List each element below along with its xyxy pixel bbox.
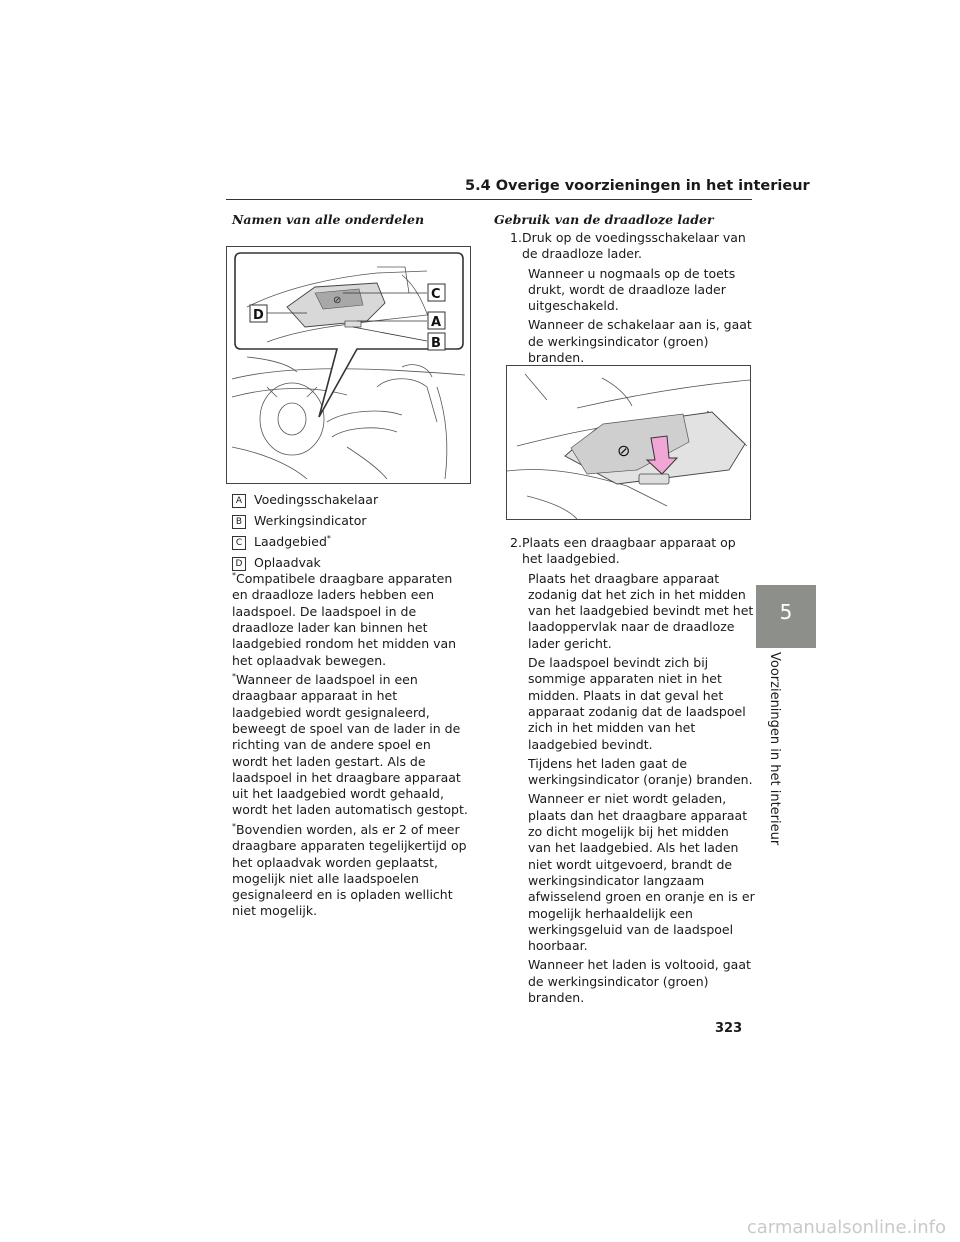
- legend-item-c: [232, 534, 331, 552]
- step-2-para-4: Wanneer er niet wordt geladen, plaats dan het draagbare apparaat zo dicht mogelijk bij het midden van het laadgebied. Als het laden niet wordt uitgevoerd, brandt de werkingsindicator langzaam afwisselend groen en oranje en is er mogelijk herhaaldelijk een werkingsgeluid van de laadspoel hoorbaar.: [528, 791, 755, 954]
- step-2-para-2: De laadspoel bevindt zich bij sommige apparaten niet in het midden. Plaats in dat geval het apparaat zodanig dat de laadspoel zich in het midden van het laadgebied bevindt.: [528, 655, 746, 752]
- legend-key-a: A: [232, 494, 246, 508]
- watermark-text: carmanualsonline.info: [746, 1217, 946, 1238]
- legend-item-b: [232, 513, 367, 531]
- note-1: *Compatibele draagbare apparaten en draadloze laders hebben een laadspoel. De laadspoel in de draadloze lader kan binnen het laadgebied rondom het midden van het oplaadvak bewegen.: [232, 571, 457, 668]
- figure-label-d: D: [253, 308, 264, 323]
- step-2-text: Plaats een draagbaar apparaat op het laadgebied.: [521, 535, 736, 567]
- legend-label-c: Laadgebied: [254, 534, 327, 550]
- step-1-para-2: Wanneer de schakelaar aan is, gaat de werkingsindicator (groen) branden.: [528, 317, 752, 366]
- step-2-number: 2.: [510, 535, 522, 550]
- dashboard-figure: [226, 246, 471, 484]
- step-1-text: Druk op de voedingsschakelaar van de draadloze lader.: [521, 230, 746, 262]
- legend-label-b: Werkingsindicator: [254, 513, 367, 528]
- step-1-number: 1.: [510, 230, 522, 245]
- svg-text:⊘: ⊘: [333, 295, 342, 306]
- legend-item-a: [232, 492, 378, 510]
- charger-figure: [506, 365, 751, 520]
- legend-key-b: B: [232, 515, 246, 529]
- legend-key-d: D: [232, 557, 246, 571]
- notes-block: [232, 568, 469, 920]
- svg-text:⊘: ⊘: [617, 441, 631, 460]
- right-heading: Gebruik van de draadloze lader: [494, 212, 714, 227]
- header-divider: [226, 199, 752, 200]
- note-3: *Bovendien worden, als er 2 of meer draagbare apparaten tegelijkertijd op het oplaadvak worden geplaatst, mogelijk niet alle laadspoelen gesignaleerd en is opladen wellicht niet mogelijk.: [232, 821, 467, 919]
- step-2-para-5: Wanneer het laden is voltooid, gaat de werkingsindicator (groen) branden.: [528, 957, 751, 1006]
- page-number: 323: [715, 1021, 743, 1036]
- chapter-title-text: Voorzieningen in het interieur: [767, 652, 782, 846]
- step-2: [510, 535, 755, 1006]
- figure-label-b: B: [431, 336, 441, 351]
- chapter-title-vertical: [764, 652, 788, 844]
- step-2-para-1: Plaats het draagbare apparaat zodanig dat het zich in het midden van het laadgebied bevindt met het laadoppervlak naar de draadloze lader gericht.: [528, 570, 754, 651]
- legend-label-d: Oplaadvak: [254, 555, 321, 570]
- dashboard-illustration: [227, 247, 470, 483]
- note-2: *Wanneer de laadspoel in een draagbaar apparaat in het laadgebied wordt gesignaleerd, beweegt de spoel van de lader in de richting van de andere spoel en wordt het laden gestart. Als de laadspoel in het draagbare apparaat uit het laadgebied wordt gehaald, wordt het laden automatisch gestopt.: [232, 671, 468, 818]
- charger-illustration: [507, 366, 750, 519]
- legend-key-c: C: [232, 536, 246, 550]
- left-heading: Namen van alle onderdelen: [232, 212, 425, 227]
- figure-label-a: A: [431, 315, 442, 330]
- step-1-para-1: Wanneer u nogmaals op de toets drukt, wordt de draadloze lader uitgeschakeld.: [528, 265, 736, 314]
- footer-watermark: [0, 1212, 960, 1242]
- step-2-para-3: Tijdens het laden gaat de werkingsindicator (oranje) branden.: [528, 755, 753, 788]
- legend-label-a: Voedingsschakelaar: [254, 492, 379, 507]
- chapter-number: 5: [779, 600, 793, 624]
- legend-mark-c: *: [326, 534, 331, 543]
- section-title: 5.4 Overige voorzieningen in het interieur: [465, 178, 810, 194]
- step-1: [510, 230, 755, 366]
- figure-label-c: C: [431, 287, 441, 302]
